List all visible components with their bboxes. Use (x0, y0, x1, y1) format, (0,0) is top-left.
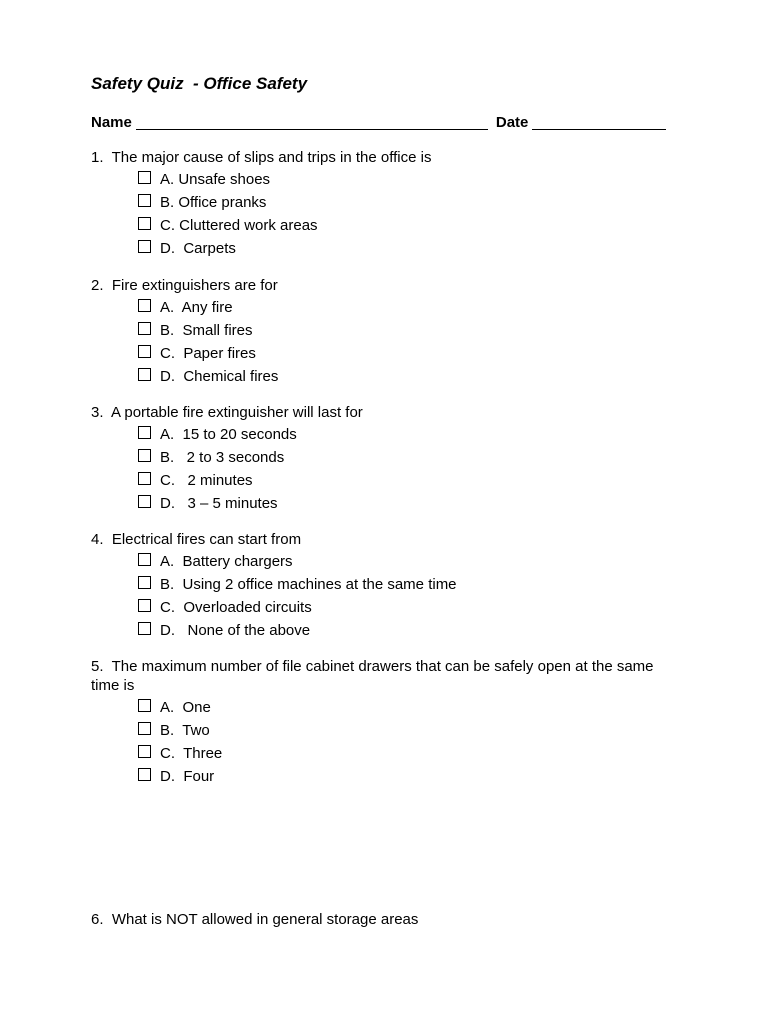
option-label: B. 2 to 3 seconds (160, 449, 285, 466)
quiz-title: Safety Quiz - Office Safety (91, 74, 308, 93)
option-label: C. Paper fires (160, 345, 256, 362)
options-list (91, 170, 671, 262)
question-text: 4. Electrical fires can start from (91, 531, 302, 548)
checkbox-icon[interactable] (138, 576, 151, 589)
option-label: C. 2 minutes (160, 472, 253, 489)
name-blank-line[interactable] (136, 113, 488, 130)
checkbox-icon[interactable] (138, 599, 151, 612)
options-list (91, 552, 671, 644)
option-item[interactable] (138, 216, 671, 239)
option-item[interactable] (138, 425, 671, 448)
question-text: 5. The maximum number of file cabinet drawers that can be safely open at the same time is (91, 658, 658, 694)
option-label: D. 3 – 5 minutes (160, 495, 278, 512)
question-6 (91, 910, 671, 929)
checkbox-icon[interactable] (138, 426, 151, 439)
option-label: D. Chemical fires (160, 368, 279, 385)
checkbox-icon[interactable] (138, 745, 151, 758)
options-list (91, 298, 671, 390)
question-text: 3. A portable fire extinguisher will last for (91, 404, 363, 421)
checkbox-icon[interactable] (138, 622, 151, 635)
option-item[interactable] (138, 744, 671, 767)
name-date-line (91, 113, 666, 133)
question-text: 2. Fire extinguishers are for (91, 277, 278, 294)
question-3 (91, 403, 671, 517)
option-label: D. None of the above (160, 622, 311, 639)
option-label: B. Two (160, 722, 210, 739)
question-text: 6. What is NOT allowed in general storage areas (91, 911, 419, 928)
option-label: A. 15 to 20 seconds (160, 426, 297, 443)
option-item[interactable] (138, 448, 671, 471)
option-label: A. One (160, 699, 211, 716)
option-item[interactable] (138, 471, 671, 494)
question-5 (91, 657, 671, 790)
checkbox-icon[interactable] (138, 299, 151, 312)
question-4 (91, 530, 671, 644)
checkbox-icon[interactable] (138, 171, 151, 184)
checkbox-icon[interactable] (138, 194, 151, 207)
option-item[interactable] (138, 494, 671, 517)
checkbox-icon[interactable] (138, 345, 151, 358)
name-label: Name (91, 114, 132, 131)
option-item[interactable] (138, 721, 671, 744)
checkbox-icon[interactable] (138, 449, 151, 462)
option-label: C. Three (160, 745, 223, 762)
option-item[interactable] (138, 239, 671, 262)
option-item[interactable] (138, 344, 671, 367)
date-label: Date (495, 114, 529, 131)
option-label: A. Any fire (160, 299, 233, 316)
date-blank-line[interactable] (532, 113, 666, 130)
option-item[interactable] (138, 170, 671, 193)
options-list (91, 698, 671, 790)
option-label: C. Cluttered work areas (160, 217, 318, 234)
option-label: D. Four (160, 768, 215, 785)
option-item[interactable] (138, 552, 671, 575)
option-item[interactable] (138, 575, 671, 598)
option-item[interactable] (138, 621, 671, 644)
question-text: 1. The major cause of slips and trips in the office is (91, 149, 432, 166)
checkbox-icon[interactable] (138, 722, 151, 735)
checkbox-icon[interactable] (138, 768, 151, 781)
option-label: A. Unsafe shoes (160, 171, 271, 188)
checkbox-icon[interactable] (138, 240, 151, 253)
option-label: C. Overloaded circuits (160, 599, 312, 616)
option-item[interactable] (138, 598, 671, 621)
option-label: D. Carpets (160, 240, 236, 257)
question-2 (91, 276, 671, 390)
checkbox-icon[interactable] (138, 553, 151, 566)
checkbox-icon[interactable] (138, 472, 151, 485)
checkbox-icon[interactable] (138, 368, 151, 381)
option-item[interactable] (138, 298, 671, 321)
checkbox-icon[interactable] (138, 322, 151, 335)
option-label: B. Using 2 office machines at the same time (160, 576, 457, 593)
checkbox-icon[interactable] (138, 699, 151, 712)
checkbox-icon[interactable] (138, 495, 151, 508)
options-list (91, 425, 671, 517)
option-item[interactable] (138, 767, 671, 790)
checkbox-icon[interactable] (138, 217, 151, 230)
option-item[interactable] (138, 367, 671, 390)
option-label: B. Small fires (160, 322, 253, 339)
option-label: B. Office pranks (160, 194, 267, 211)
question-1 (91, 148, 671, 262)
option-label: A. Battery chargers (160, 553, 293, 570)
option-item[interactable] (138, 321, 671, 344)
option-item[interactable] (138, 193, 671, 216)
option-item[interactable] (138, 698, 671, 721)
